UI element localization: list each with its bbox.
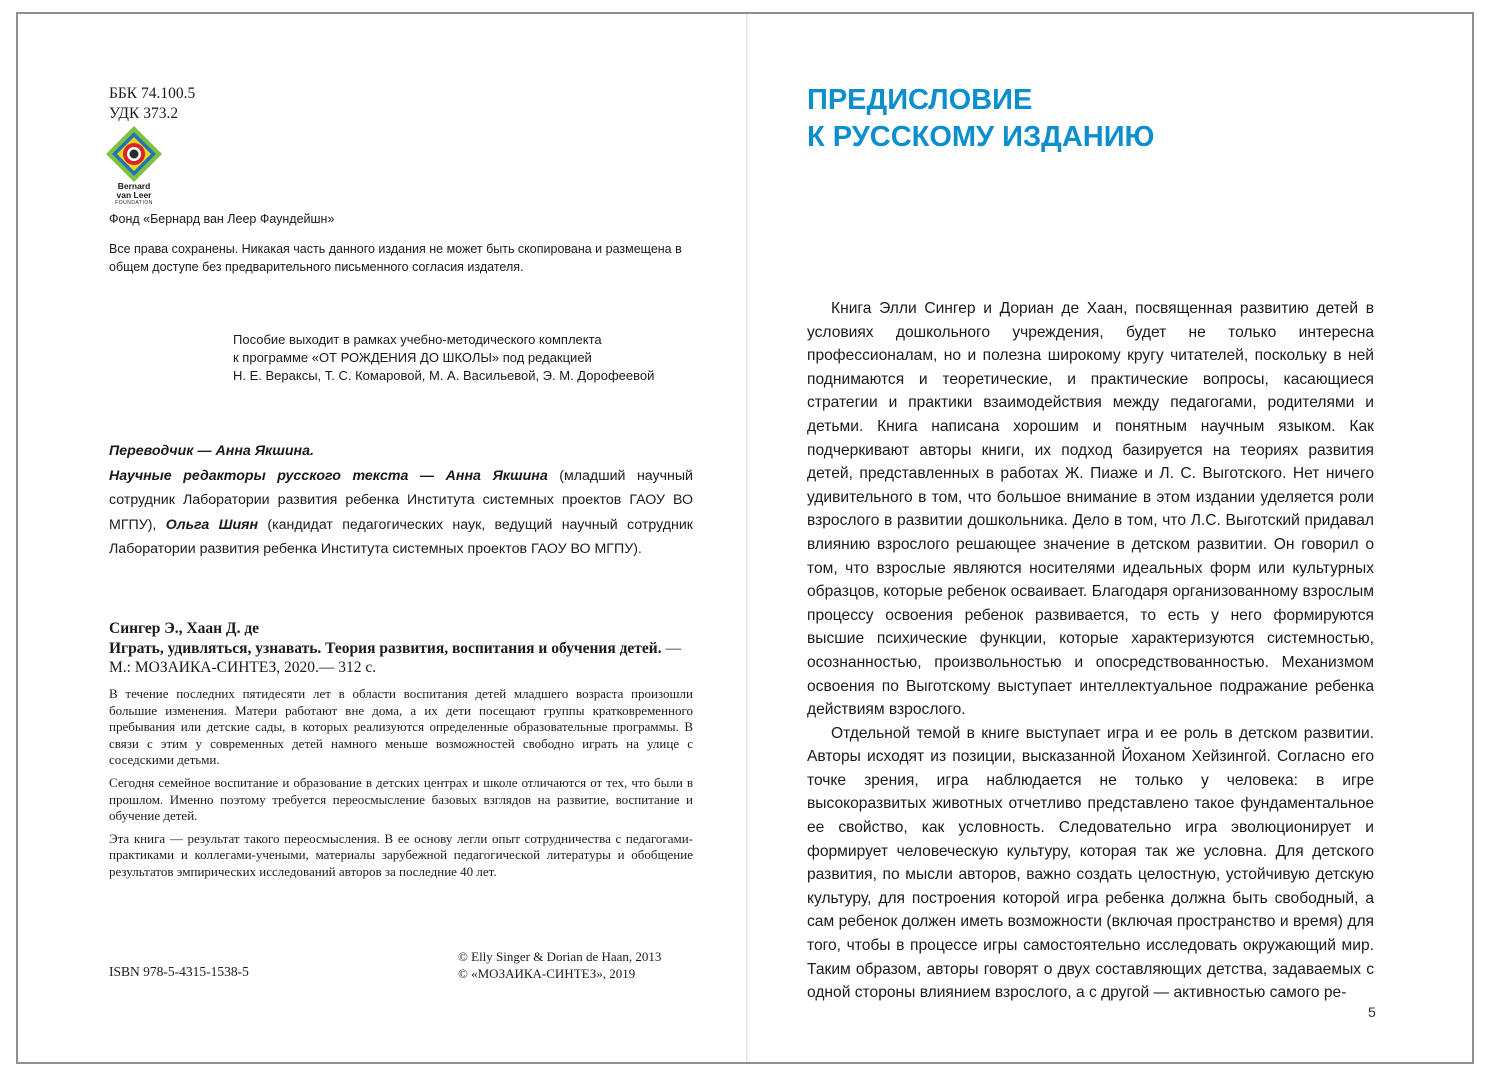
editor2-name: Ольга Шиян	[165, 516, 259, 533]
logo-wordmark	[106, 182, 162, 207]
abstract-paragraph: Сегодня семейное воспитание и образование в детских центрах и школе отличаются от тех, что были в прошлом. Именно поэтому требуется переосмысление базовых взглядов на развитие, воспитание и обучение детей.	[109, 774, 693, 824]
page-number: 5	[1368, 1004, 1376, 1020]
program-line-3: Н. Е. Вераксы, Т. С. Комаровой, М. А. Васильевой, Э. М. Дорофеевой	[233, 368, 655, 383]
fund-name: Фонд «Бернард ван Леер Фаундейшн»	[109, 212, 335, 226]
biblio-authors: Сингер Э., Хаан Д. де	[109, 620, 260, 637]
preface-paragraph: Отдельной темой в книге выступает игра и ее роль в детском развитии. Авторы исходят из позиции, высказанной Йоханом Хейзингой. Согласно его точке зрения, игра наблюдается не только у человека: в игре высокоразвитых животных отчетливо представлено такое фундаментальное ее свойство, как условность. Следовательно игра эволюционирует и формирует человеческую культуру, которая так же условна. Для детского развития, по мысли авторов, важно создать целостную, устойчивую детскую культуру, для построения которой игра ребенка должна быть свободный, а сам ребенок должен иметь возможности (включая пространство и время) для того, чтобы в процессе игры самостоятельно исследовать окружающий мир. Таким образом, авторы говорят о двух составляющих детства, задаваемых с одной стороны влиянием взрослого, а с другой — активностью самого ре-	[807, 724, 1374, 1002]
program-line-2: к программе «ОТ РОЖДЕНИЯ ДО ШКОЛЫ» под редакцией	[233, 350, 592, 365]
logo-line-2: van Leer	[116, 190, 152, 200]
page-title	[807, 82, 1154, 156]
copyright-publisher: © «МОЗАИКА-СИНТЕЗ», 2019	[458, 965, 636, 981]
logo-line-1: Bernard	[117, 181, 151, 191]
logo-line-3: FOUNDATION	[115, 200, 153, 206]
biblio-imprint: — М.: МОЗАИКА-СИНТЕЗ, 2020.— 312 с.	[109, 639, 681, 676]
program-note	[233, 331, 713, 385]
program-line-1: Пособие выходит в рамках учебно-методического комплекта	[233, 332, 602, 347]
abstract-paragraph: Эта книга — результат такого переосмысления. В ее основу легли опыт сотрудничества с педагогами-практиками и коллегами-учеными, материалы зарубежной педагогической литературы и обобщение результатов эмпирических исследований авторов за последние 40 лет.	[109, 830, 693, 879]
copyright-block	[458, 949, 661, 982]
title-line-2: К РУССКОМУ ИЗДАНИЮ	[807, 121, 1155, 153]
bernard-van-leer-logo-icon	[106, 126, 162, 182]
page-fold	[746, 14, 748, 1062]
bbk-code: ББК 74.100.5	[109, 85, 196, 102]
copyright-authors: © Elly Singer & Dorian de Haan, 2013	[458, 949, 662, 964]
editor2-description: (кандидат педагогических наук, ведущий научный сотрудник Лаборатории развития ребенка Института системных проектов ГАОУ ВО МГПУ).	[109, 516, 693, 557]
translator-credit: Переводчик — Анна Якшина.	[109, 443, 314, 459]
isbn: ISBN 978-5-4315-1538-5	[109, 964, 249, 979]
book-spread	[16, 12, 1474, 1064]
biblio-title: Играть, удивляться, узнавать. Теория развития, воспитания и обучения детей.	[109, 639, 662, 657]
abstract-paragraph: В течение последних пятидесяти лет в области воспитания детей младшего возраста произошли большие изменения. Матери работают вне дома, а их дети посещают группы кратковременного пребывания или детские сады, в которых реализуются определенные образовательные программы. В связи с этим у современных детей намного меньше возможностей свободно играть на улице с соседскими детьми.	[109, 686, 693, 768]
editors-label: Научные редакторы русского текста — Анна Якшина	[109, 467, 548, 484]
abstract	[109, 686, 693, 887]
rights-notice: Все права сохранены. Никакая часть данного издания не может быть скопирована и размещена в общем доступе без предварительного письменного согласия издателя.	[109, 242, 682, 274]
classification-codes	[109, 84, 195, 124]
preface-body	[807, 297, 1374, 1005]
editor1-description: (младший научный сотрудник Лаборатории развития ребенка Института системных проектов ГАОУ ВО МГПУ),	[109, 467, 693, 533]
udk-code: УДК 373.2	[109, 105, 179, 122]
bibliographic-record	[109, 619, 693, 678]
title-line-1: ПРЕДИСЛОВИЕ	[807, 84, 1033, 116]
credits-block	[109, 439, 693, 562]
preface-paragraph: Книга Элли Сингер и Дориан де Хаан, посвященная развитию детей в условиях дошкольного учреждения, будет не только интересна профессионалам, но и полезна широкому кругу читателей, поскольку в ней поднимаются и теоретические, и практические вопросы, касающиеся стратегии и практики взаимодействия между педагогами, родителями и детьми. Книга написана хорошим и понятным научным языком. Как подчеркивают авторы книги, их подход базируется на теориях развития детей, представленных в работах Ж. Пиаже и Л. С. Выготского. Нет ничего удивительного в том, что большое внимание в этом издании уделяется роли взрослого в развитии дошкольника. Дело в том, что Л.С. Выготский придавал влиянию взрослого решающее значение в детском развитии. Он говорил о том, что взрослые являются носителями идеальных форм или культурных образцов, которые ребенок осваивает. Благодаря организованному взрослым процессу освоения ребенок развивается, то есть у него формируются высшие психические функции, которые характеризуются системностью, осознанностью, произвольностью и опосредствованностью. Механизмом освоения по Выготскому выступает интеллектуальное подражание ребенка действиям взрослого.	[807, 300, 1374, 719]
